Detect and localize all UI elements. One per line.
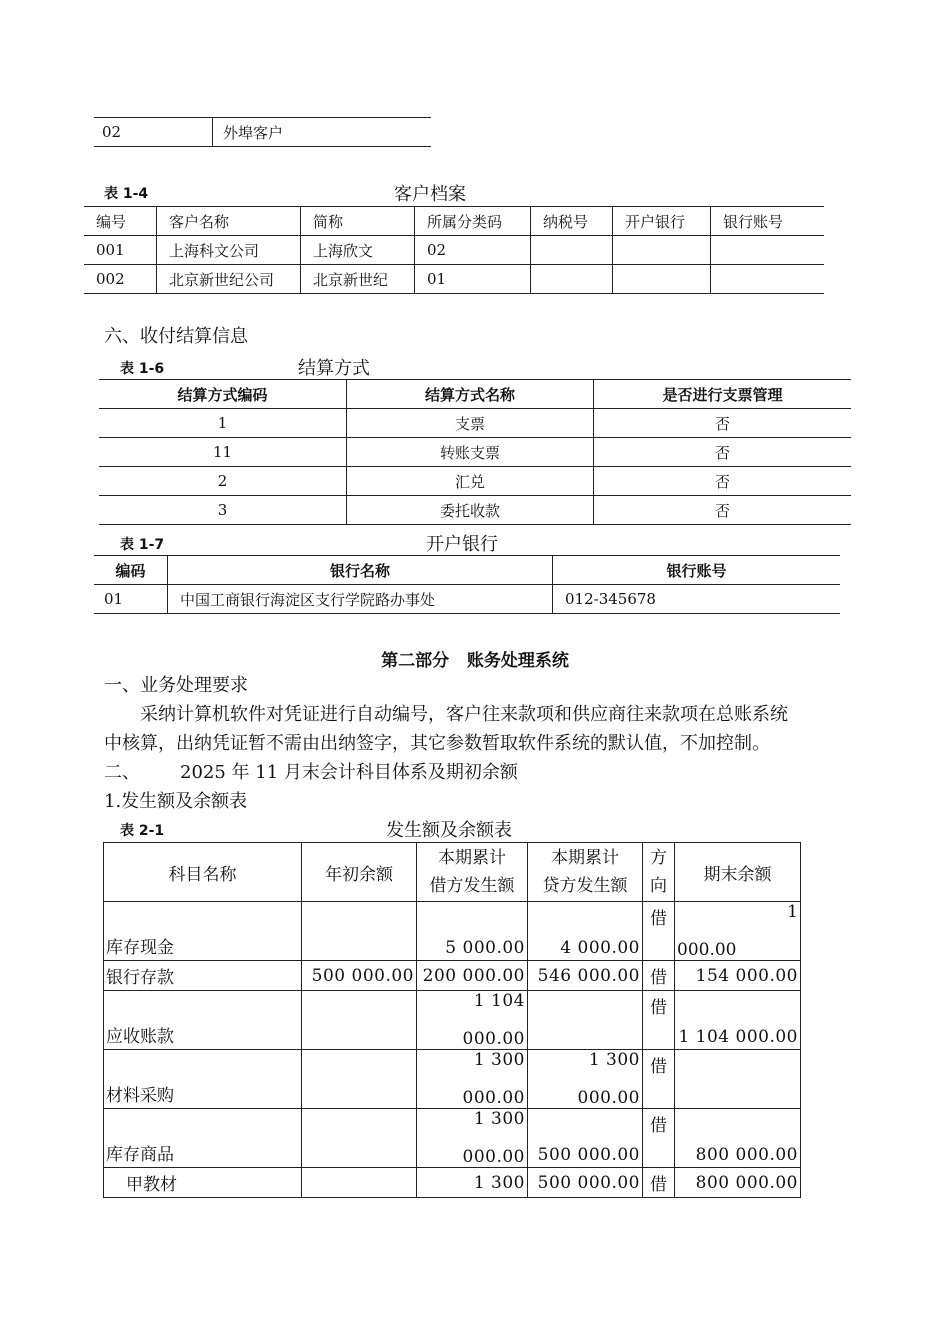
cell: 否 — [594, 467, 852, 496]
table-row — [104, 961, 801, 991]
header-line: 向 — [650, 876, 667, 896]
cell — [531, 265, 613, 294]
cell: 012-345678 — [553, 585, 841, 614]
cell: 3 — [99, 496, 347, 525]
cell: 002 — [84, 265, 157, 294]
cell: 1 — [99, 409, 347, 438]
cell: 支票 — [347, 409, 594, 438]
table-row — [104, 991, 801, 1050]
header-cell: 编码 — [94, 556, 168, 585]
table-row — [94, 556, 840, 585]
cell: 转账支票 — [347, 438, 594, 467]
debit-line: 1 104 — [473, 991, 525, 1011]
table-row — [99, 496, 851, 525]
end-balance: 154 000.00 — [675, 961, 801, 991]
table-row — [104, 843, 801, 902]
header-cell: 结算方式名称 — [347, 380, 594, 409]
top-row-code: 02 — [94, 118, 213, 147]
header-line: 借方发生额 — [429, 876, 515, 896]
cell — [531, 236, 613, 265]
begin-balance — [302, 991, 417, 1050]
table-row — [84, 207, 824, 236]
debit-amount — [417, 1109, 528, 1168]
section-2-prefix: 二、 — [104, 762, 140, 783]
direction: 借 — [643, 1109, 675, 1168]
header-cell: 开户银行 — [613, 207, 711, 236]
table-1-4-label: 表 1-4 — [104, 186, 149, 202]
header-cell: 是否进行支票管理 — [594, 380, 852, 409]
header-line: 方 — [650, 848, 667, 868]
header-line: 本期累计 — [438, 848, 506, 868]
direction: 借 — [643, 1050, 675, 1109]
cell — [613, 236, 711, 265]
table-row — [104, 902, 801, 961]
table-2-1-title: 发生额及余额表 — [386, 820, 512, 841]
table-2-1-label: 表 2-1 — [120, 823, 165, 839]
debit-amount: 1 300 — [417, 1168, 528, 1198]
table-row — [94, 585, 840, 614]
bank-table — [94, 555, 840, 614]
end-balance: 800 000.00 — [675, 1168, 801, 1198]
credit-line: 000.00 — [577, 1088, 640, 1108]
header-cell: 期末余额 — [675, 843, 801, 902]
header-line: 贷方发生额 — [542, 876, 628, 896]
direction: 借 — [643, 991, 675, 1050]
paragraph-line-2: 中核算，出纳凭证暂不需由出纳签字，其它参数暂取软件系统的默认值，不加控制。 — [104, 733, 770, 754]
cell: 北京新世纪 — [301, 265, 415, 294]
account-name: 库存商品 — [104, 1109, 302, 1168]
direction: 借 — [643, 902, 675, 961]
debit-amount — [417, 1050, 528, 1109]
table-1-7-title: 开户银行 — [426, 534, 498, 555]
table-row — [84, 265, 824, 294]
cell: 上海欣文 — [301, 236, 415, 265]
end-balance-line: 1 — [787, 902, 798, 922]
top-row-table — [94, 117, 431, 147]
cell: 北京新世纪公司 — [157, 265, 301, 294]
begin-balance — [302, 1109, 417, 1168]
account-name: 材料采购 — [104, 1050, 302, 1109]
cell: 01 — [415, 265, 531, 294]
table-1-7-label: 表 1-7 — [120, 537, 165, 553]
begin-balance: 500 000.00 — [302, 961, 417, 991]
account-name: 甲教材 — [104, 1168, 302, 1198]
settlement-table — [99, 379, 851, 525]
table-row — [99, 467, 851, 496]
cell: 上海科文公司 — [157, 236, 301, 265]
header-cell — [417, 843, 528, 902]
debit-line: 000.00 — [462, 1029, 525, 1049]
debit-line: 000.00 — [462, 1147, 525, 1167]
end-balance-line: 000.00 — [677, 940, 737, 960]
top-row-name: 外埠客户 — [223, 123, 284, 142]
direction: 借 — [643, 961, 675, 991]
header-cell: 所属分类码 — [415, 207, 531, 236]
end-balance: 800 000.00 — [675, 1109, 801, 1168]
account-name: 银行存款 — [104, 961, 302, 991]
debit-line: 1 300 — [473, 1109, 525, 1129]
credit-amount: 4 000.00 — [528, 902, 643, 961]
cell: 中国工商银行海淀区支行学院路办事处 — [168, 585, 553, 614]
cell: 02 — [415, 236, 531, 265]
header-cell: 银行账号 — [711, 207, 825, 236]
begin-balance — [302, 1050, 417, 1109]
cell: 委托收款 — [347, 496, 594, 525]
cell: 01 — [94, 585, 168, 614]
section-6-heading: 六、收付结算信息 — [104, 326, 248, 347]
debit-amount — [417, 991, 528, 1050]
header-cell: 结算方式编码 — [99, 380, 347, 409]
cell — [711, 236, 825, 265]
cell: 汇兑 — [347, 467, 594, 496]
header-cell: 纳税号 — [531, 207, 613, 236]
table-row — [104, 1109, 801, 1168]
header-cell: 编号 — [84, 207, 157, 236]
begin-balance — [302, 902, 417, 961]
header-cell: 简称 — [301, 207, 415, 236]
section-2-heading: 2025 年 11 月末会计科目体系及期初余额 — [180, 762, 518, 783]
balance-table — [103, 842, 801, 1198]
debit-amount: 5 000.00 — [417, 902, 528, 961]
table-1-6-title: 结算方式 — [298, 358, 370, 379]
debit-line: 000.00 — [462, 1088, 525, 1108]
credit-amount: 500 000.00 — [528, 1168, 643, 1198]
header-cell — [528, 843, 643, 902]
end-balance: 1 104 000.00 — [675, 991, 801, 1050]
table-row — [99, 438, 851, 467]
table-1-4-title: 客户档案 — [394, 184, 466, 205]
account-name: 应收账款 — [104, 991, 302, 1050]
section-1-heading: 一、业务处理要求 — [104, 675, 248, 696]
cell: 11 — [99, 438, 347, 467]
cell: 否 — [594, 496, 852, 525]
table-row — [84, 236, 824, 265]
part-2-title: 第二部分 账务处理系统 — [381, 651, 569, 671]
debit-line: 1 300 — [473, 1050, 525, 1070]
table-1-6-label: 表 1-6 — [120, 361, 165, 377]
header-cell: 客户名称 — [157, 207, 301, 236]
end-balance — [675, 1050, 801, 1109]
cell — [711, 265, 825, 294]
cell — [613, 265, 711, 294]
table-row — [99, 380, 851, 409]
customer-table — [84, 206, 824, 294]
cell: 否 — [594, 438, 852, 467]
credit-amount: 500 000.00 — [528, 1109, 643, 1168]
header-cell — [643, 843, 675, 902]
table-row — [104, 1050, 801, 1109]
header-cell: 科目名称 — [104, 843, 302, 902]
credit-amount — [528, 1050, 643, 1109]
header-line: 本期累计 — [551, 848, 619, 868]
cell: 2 — [99, 467, 347, 496]
table-row — [104, 1168, 801, 1198]
cell: 否 — [594, 409, 852, 438]
paragraph-line-1: 采纳计算机软件对凭证进行自动编号，客户往来款项和供应商往来款项在总账系统 — [140, 704, 788, 725]
header-cell: 银行账号 — [553, 556, 841, 585]
subsection-1: 1.发生额及余额表 — [104, 791, 248, 812]
table-row — [99, 409, 851, 438]
header-cell: 年初余额 — [302, 843, 417, 902]
header-cell: 银行名称 — [168, 556, 553, 585]
credit-amount — [528, 991, 643, 1050]
credit-line: 1 300 — [588, 1050, 640, 1070]
direction: 借 — [643, 1168, 675, 1198]
cell: 001 — [84, 236, 157, 265]
begin-balance — [302, 1168, 417, 1198]
account-name: 库存现金 — [104, 902, 302, 961]
credit-amount: 546 000.00 — [528, 961, 643, 991]
debit-amount: 200 000.00 — [417, 961, 528, 991]
end-balance — [675, 902, 801, 961]
